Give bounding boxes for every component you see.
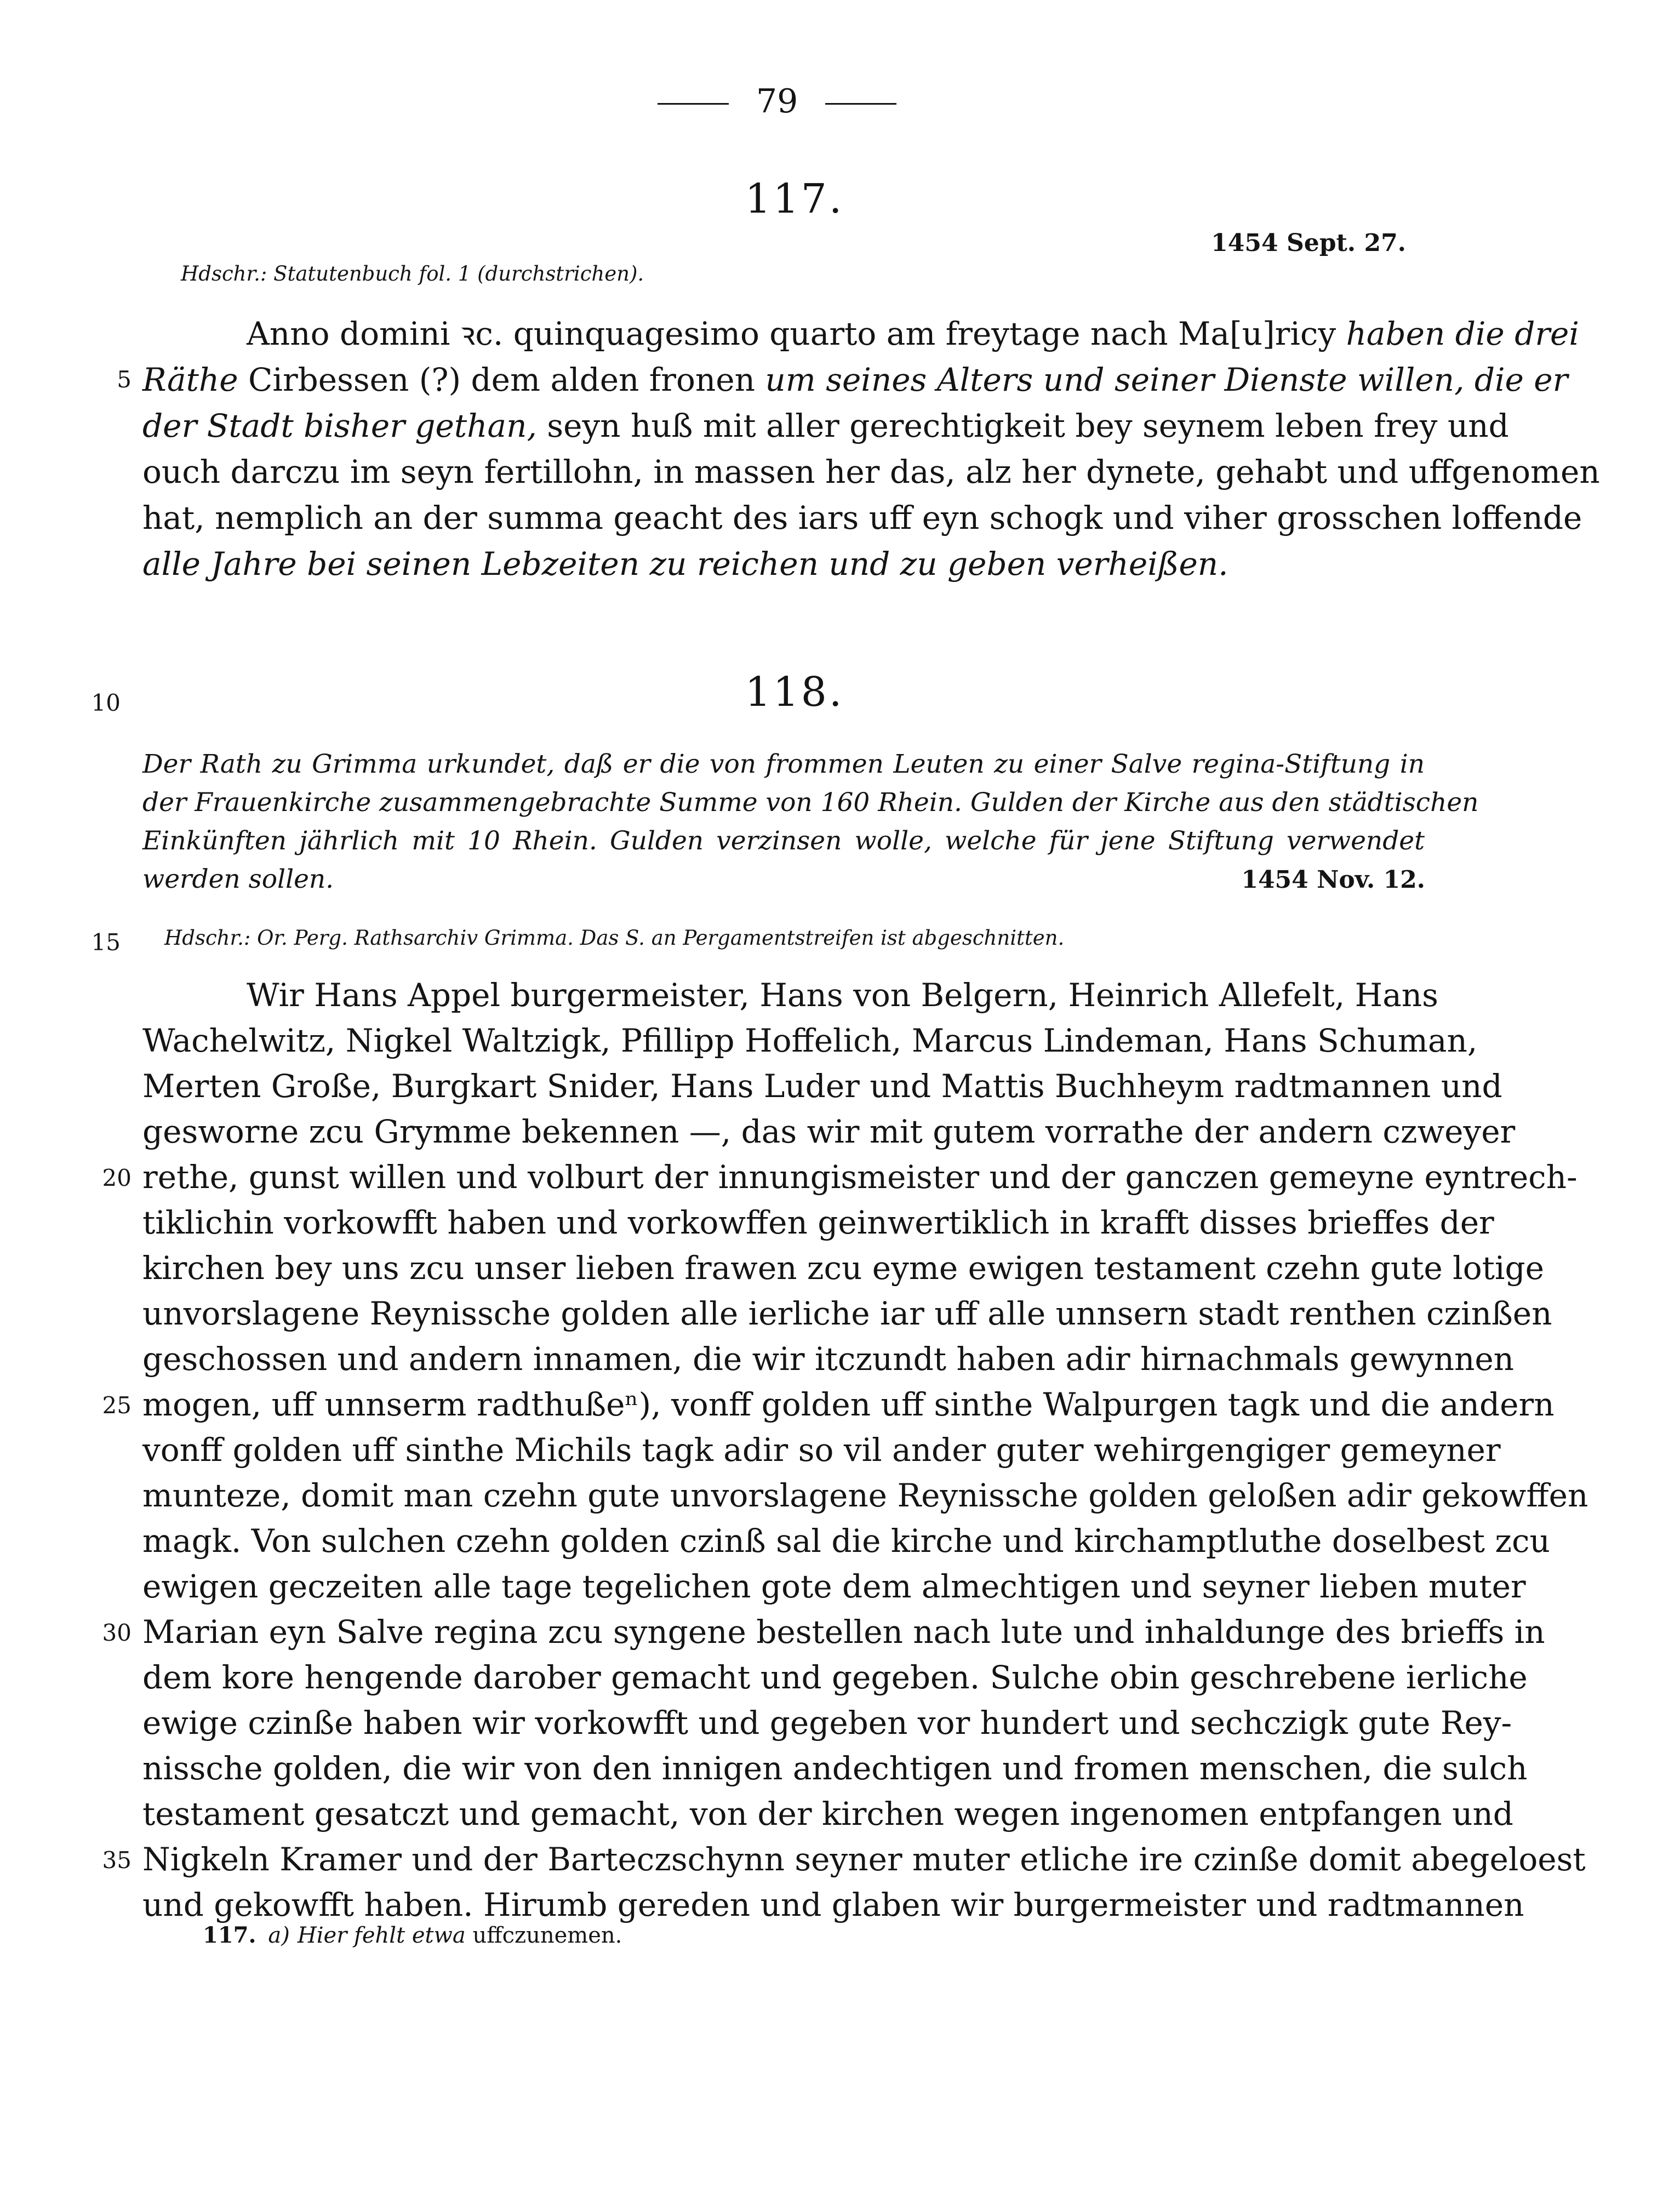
text-line: nissche golden, die wir von den innigen andechtigen und fromen menschen, die sulch — [142, 1750, 1528, 1787]
text-line: Nigkeln Kramer und der Barteczschynn seyner muter etliche ire czinße domit abegeloest — [142, 1841, 1586, 1878]
source-note-117: Hdschr.: Statutenbuch fol. 1 (durchstrichen). — [181, 262, 644, 286]
running-head — [630, 82, 904, 121]
text-line: geschossen und andern innamen, die wir itczundt haben adir hirnachmals gewynnen — [142, 1340, 1515, 1378]
text-line: rethe, gunst willen und volburt der innungismeister und der ganczen gemeyne eyntrech- — [142, 1158, 1578, 1196]
header-rule-left — [658, 103, 729, 105]
text-line: magk. Von sulchen czehn golden czinß sal die kirche und kirchamptluthe doselbest zcu — [142, 1522, 1550, 1560]
text-line: ouch darczu im seyn fertillohn, in massen her das, alz her dynete, gehabt und uffgenomen — [142, 453, 1600, 490]
text-line: gesworne zcu Grymme bekennen —, das wir mit gutem vorrathe der andern czweyer — [142, 1113, 1516, 1150]
header-rule-right — [825, 103, 896, 105]
text-line: und gekowfft haben. Hirumb gereden und glaben wir burgermeister und radtmannen — [142, 1886, 1524, 1923]
margin-line-number: 35 — [102, 1847, 132, 1874]
footnote-text: uffczunemen. — [472, 1923, 622, 1948]
regest-line: Einkünften jährlich mit 10 Rhein. Gulden verzinsen wolle, welche für jene Stiftung verwendet — [142, 826, 1425, 856]
footnote-number: 117. — [203, 1922, 256, 1948]
margin-line-number: 5 — [117, 366, 132, 393]
text-line: Merten Große, Burgkart Snider, Hans Luder und Mattis Buchheym radtmannen und — [142, 1067, 1502, 1105]
footnote — [203, 1922, 622, 1948]
margin-line-number: 10 — [91, 689, 121, 716]
text-line: hat, nemplich an der summa geacht des iars uff eyn schogk und viher grosschen loffende — [142, 499, 1582, 536]
text-line: Marian eyn Salve regina zcu syngene bestellen nach lute und inhaldunge des brieffs in — [142, 1613, 1545, 1651]
regest-line: Der Rath zu Grimma urkundet, daß er die von frommen Leuten zu einer Salve regina-Stiftung in — [142, 749, 1425, 779]
document-number-117: 117. — [745, 175, 844, 222]
text-line: kirchen bey uns zcu unser lieben frawen zcu eyme ewigen testament czehn gute lotige — [142, 1249, 1544, 1287]
regest-line: der Frauenkirche zusammengebrachte Summe von 160 Rhein. Gulden der Kirche aus den städtischen — [142, 787, 1479, 818]
document-number-118: 118. — [745, 669, 844, 716]
document-date-118: 1454 Nov. 12. — [1241, 866, 1425, 894]
text-line: ewigen geczeiten alle tage tegelichen gote dem almechtigen und seyner lieben muter — [142, 1568, 1526, 1605]
text-line: testament gesatczt und gemacht, von der kirchen wegen ingenomen entpfangen und — [142, 1795, 1513, 1832]
regest-line: werden sollen. — [142, 864, 334, 894]
text-line: tiklichin vorkowfft haben und vorkowffen geinwertiklich in krafft disses brieffes der — [142, 1204, 1494, 1241]
source-note-118: Hdschr.: Or. Perg. Rathsarchiv Grimma. Das S. an Pergamentstreifen ist abgeschnitten. — [164, 926, 1065, 950]
text-line: vonff golden uff sinthe Michils tagk adir so vil ander guter wehirgengiger gemeyner — [142, 1431, 1501, 1469]
text-line: Anno domini ꝛc. quinquagesimo quarto am freytage nach Ma[u]ricy haben die drei — [247, 315, 1579, 352]
footnote-italic-text: Hier fehlt etwa — [297, 1923, 466, 1948]
page-number: 79 — [756, 82, 798, 121]
text-line: der Stadt bisher gethan, seyn huß mit aller gerechtigkeit bey seynem leben frey und — [142, 407, 1509, 444]
text-line: munteze, domit man czehn gute unvorslagene Reynissche golden geloßen adir gekowffen — [142, 1477, 1588, 1514]
text-line: dem kore hengende darober gemacht und gegeben. Sulche obin geschrebene ierliche — [142, 1659, 1528, 1696]
text-line: unvorslagene Reynissche golden alle ierliche iar uff alle unnsern stadt renthen czinßen — [142, 1295, 1552, 1332]
text-line: Wir Hans Appel burgermeister, Hans von Belgern, Heinrich Allefelt, Hans — [247, 977, 1438, 1014]
footnote-letter: a) — [268, 1923, 290, 1948]
margin-line-number: 30 — [102, 1619, 132, 1646]
document-date-117: 1454 Sept. 27. — [1211, 229, 1406, 257]
text-line: Räthe Cirbessen (?) dem alden fronen um seines Alters und seiner Dienste willen, die er — [142, 361, 1568, 398]
margin-line-number: 20 — [102, 1164, 132, 1191]
margin-line-number: 15 — [91, 929, 121, 956]
text-line: Wachelwitz, Nigkel Waltzigk, Pfillipp Hoffelich, Marcus Lindeman, Hans Schuman, — [142, 1022, 1478, 1059]
text-line: mogen, uff unnserm radthußeⁿ), vonff golden uff sinthe Walpurgen tagk und die andern — [142, 1386, 1555, 1423]
text-line: ewige czinße haben wir vorkowfft und gegeben vor hundert und sechczigk gute Rey- — [142, 1704, 1512, 1742]
margin-line-number: 25 — [102, 1392, 132, 1419]
text-line: alle Jahre bei seinen Lebzeiten zu reichen und zu geben verheißen. — [142, 545, 1228, 583]
